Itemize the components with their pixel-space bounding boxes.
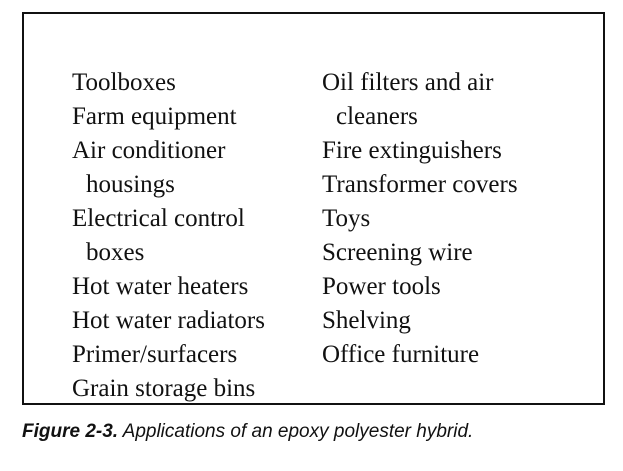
- list-item: Toys: [322, 205, 371, 232]
- list-item: Fire extinguishers: [322, 137, 502, 164]
- list-item: Office furniture: [322, 341, 480, 368]
- list-item-continuation: cleaners: [336, 103, 418, 130]
- list-item: Transformer covers: [322, 171, 518, 198]
- left-column: [72, 66, 265, 406]
- list-item: Hot water heaters: [72, 273, 249, 300]
- list-item: Air conditioner: [72, 137, 226, 164]
- list-item: Power tools: [322, 273, 441, 300]
- list-item: Hot water radiators: [72, 307, 265, 334]
- figure-box: [22, 12, 605, 405]
- list-item: Electrical control: [72, 205, 245, 232]
- list-item: Grain storage bins: [72, 375, 256, 402]
- caption-text: Applications of an epoxy polyester hybrid.: [118, 421, 474, 442]
- list-item: Primer/surfacers: [72, 341, 238, 368]
- right-column: [322, 66, 518, 372]
- list-item-continuation: boxes: [86, 239, 145, 266]
- figure-caption: [22, 421, 473, 443]
- list-item: Farm equipment: [72, 103, 237, 130]
- list-item: Toolboxes: [72, 69, 176, 96]
- caption-label: Figure 2-3.: [22, 421, 119, 442]
- list-item: Oil filters and air: [322, 69, 494, 96]
- list-item: Screening wire: [322, 239, 473, 266]
- list-item: Shelving: [322, 307, 411, 334]
- list-item-continuation: housings: [86, 171, 175, 198]
